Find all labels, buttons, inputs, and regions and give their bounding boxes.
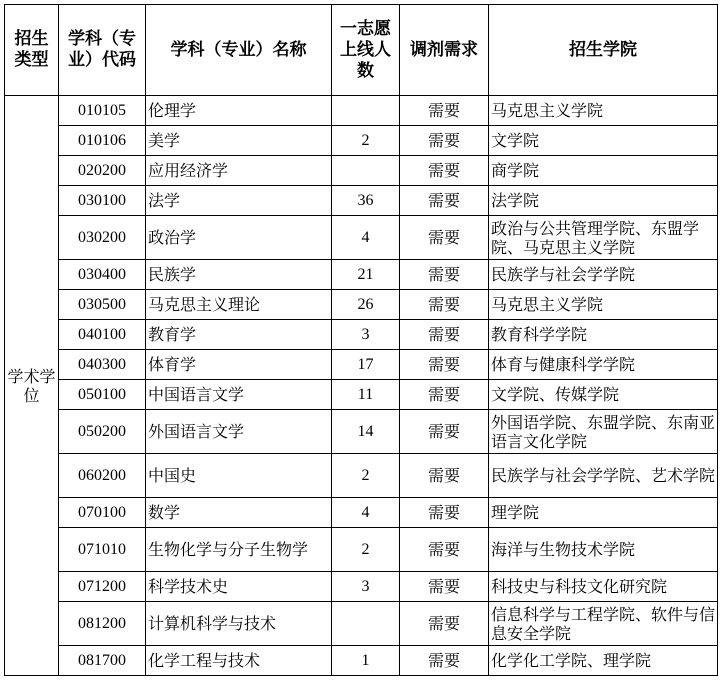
adjust-need: 需要 <box>400 216 489 260</box>
subject-name-cell <box>146 380 332 410</box>
school-name-cell <box>489 290 718 320</box>
subject-name: 应用经济学 <box>148 161 229 180</box>
subject-code: 070100 <box>59 498 146 528</box>
header-type: 招生类型 <box>5 5 59 96</box>
quota-count <box>332 602 400 646</box>
table-row <box>5 290 718 320</box>
subject-name-cell <box>146 350 332 380</box>
school-name-cell <box>489 380 718 410</box>
subject-name: 外国语言文学 <box>148 422 245 441</box>
quota-count: 1 <box>332 646 400 676</box>
table-row <box>5 454 718 498</box>
adjust-need: 需要 <box>400 602 489 646</box>
subject-name-cell <box>146 602 332 646</box>
adjust-need: 需要 <box>400 186 489 216</box>
school-name-cell <box>489 528 718 572</box>
school-name-cell <box>489 350 718 380</box>
adjust-need: 需要 <box>400 126 489 156</box>
school-name-cell <box>489 454 718 498</box>
school-name: 科技史与科技文化研究院 <box>491 577 668 596</box>
header-name: 学科（专业）名称 <box>146 5 332 96</box>
subject-name-cell <box>146 498 332 528</box>
adjust-need: 需要 <box>400 646 489 676</box>
quota-count: 14 <box>332 410 400 454</box>
school-name-cell <box>489 126 718 156</box>
subject-code: 071010 <box>59 528 146 572</box>
school-name-cell <box>489 156 718 186</box>
subject-name: 生物化学与分子生物学 <box>148 540 309 559</box>
subject-code: 071200 <box>59 572 146 602</box>
subject-name-cell <box>146 156 332 186</box>
subject-name: 美学 <box>148 131 181 150</box>
subject-name: 政治学 <box>148 228 197 247</box>
subject-name-cell <box>146 186 332 216</box>
quota-count: 4 <box>332 498 400 528</box>
school-name-cell <box>489 186 718 216</box>
school-name: 民族学与社会学学院、艺术学院 <box>491 466 716 485</box>
adjust-need: 需要 <box>400 454 489 498</box>
quota-count: 11 <box>332 380 400 410</box>
header-adjust: 调剂需求 <box>400 5 489 96</box>
subject-name-cell <box>146 646 332 676</box>
subject-code: 081200 <box>59 602 146 646</box>
quota-count: 36 <box>332 186 400 216</box>
subject-name: 马克思主义理论 <box>148 295 261 314</box>
table-body <box>5 96 718 676</box>
adjust-need: 需要 <box>400 320 489 350</box>
school-name: 马克思主义学院 <box>491 101 604 120</box>
school-name: 理学院 <box>491 503 540 522</box>
school-name: 教育科学学院 <box>491 325 588 344</box>
subject-name-cell <box>146 96 332 126</box>
subject-name-cell <box>146 260 332 290</box>
school-name: 信息科学与工程学院、软件与信息安全学院 <box>491 604 716 643</box>
subject-code: 040100 <box>59 320 146 350</box>
school-name: 海洋与生物技术学院 <box>491 540 636 559</box>
quota-count: 2 <box>332 454 400 498</box>
subject-code: 040300 <box>59 350 146 380</box>
subject-name-cell <box>146 410 332 454</box>
school-name-cell <box>489 216 718 260</box>
table-row <box>5 380 718 410</box>
school-name-cell <box>489 646 718 676</box>
table-row <box>5 498 718 528</box>
subject-code: 030400 <box>59 260 146 290</box>
school-name-cell <box>489 602 718 646</box>
school-name: 体育与健康科学学院 <box>491 355 636 374</box>
adjust-need: 需要 <box>400 572 489 602</box>
table-row <box>5 350 718 380</box>
subject-name-cell <box>146 454 332 498</box>
subject-name: 化学工程与技术 <box>148 651 261 670</box>
adjust-need: 需要 <box>400 290 489 320</box>
subject-code: 010105 <box>59 96 146 126</box>
quota-count: 26 <box>332 290 400 320</box>
subject-code: 010106 <box>59 126 146 156</box>
table-row <box>5 96 718 126</box>
subject-name: 法学 <box>148 191 181 210</box>
quota-count <box>332 156 400 186</box>
subject-name-cell <box>146 572 332 602</box>
subject-name: 伦理学 <box>148 101 197 120</box>
quota-count: 4 <box>332 216 400 260</box>
table-row <box>5 572 718 602</box>
subject-name-cell <box>146 528 332 572</box>
adjust-need: 需要 <box>400 156 489 186</box>
header-code: 学科（专业）代码 <box>59 5 146 96</box>
table-row <box>5 156 718 186</box>
subject-name-cell <box>146 290 332 320</box>
subject-name: 中国语言文学 <box>148 385 245 404</box>
quota-count: 3 <box>332 320 400 350</box>
school-name-cell <box>489 96 718 126</box>
school-name-cell <box>489 572 718 602</box>
adjust-need: 需要 <box>400 380 489 410</box>
table-row <box>5 320 718 350</box>
adjust-need: 需要 <box>400 260 489 290</box>
subject-name: 数学 <box>148 503 181 522</box>
header-quota: 一志愿上线人数 <box>332 5 400 96</box>
table-row <box>5 528 718 572</box>
school-name-cell <box>489 410 718 454</box>
adjust-need: 需要 <box>400 498 489 528</box>
adjust-need: 需要 <box>400 528 489 572</box>
school-name-cell <box>489 260 718 290</box>
adjust-need: 需要 <box>400 96 489 126</box>
adjust-need: 需要 <box>400 410 489 454</box>
header-row <box>5 5 718 96</box>
quota-count: 17 <box>332 350 400 380</box>
table-row <box>5 602 718 646</box>
subject-code: 020200 <box>59 156 146 186</box>
subject-name: 民族学 <box>148 265 197 284</box>
subject-code: 030100 <box>59 186 146 216</box>
table-row <box>5 216 718 260</box>
school-name: 民族学与社会学学院 <box>491 265 636 284</box>
school-name: 商学院 <box>491 161 540 180</box>
subject-name: 中国史 <box>148 466 197 485</box>
quota-count: 21 <box>332 260 400 290</box>
school-name: 政治与公共管理学院、东盟学院、马克思主义学院 <box>491 218 700 257</box>
quota-count: 2 <box>332 528 400 572</box>
subject-code: 050100 <box>59 380 146 410</box>
adjust-need: 需要 <box>400 350 489 380</box>
enrollment-table <box>4 4 718 676</box>
subject-code: 030500 <box>59 290 146 320</box>
subject-name: 计算机科学与技术 <box>148 614 277 633</box>
quota-count: 3 <box>332 572 400 602</box>
subject-code: 060200 <box>59 454 146 498</box>
school-name-cell <box>489 498 718 528</box>
subject-name: 体育学 <box>148 355 197 374</box>
school-name: 法学院 <box>491 191 540 210</box>
subject-code: 030200 <box>59 216 146 260</box>
school-name: 外国语学院、东盟学院、东南亚语言文化学院 <box>491 412 716 451</box>
subject-name-cell <box>146 126 332 156</box>
school-name: 化学化工学院、理学院 <box>491 651 652 670</box>
school-name: 文学院 <box>491 131 540 150</box>
school-name-cell <box>489 320 718 350</box>
subject-code: 081700 <box>59 646 146 676</box>
subject-name-cell <box>146 320 332 350</box>
subject-name: 科学技术史 <box>148 577 229 596</box>
quota-count <box>332 96 400 126</box>
subject-name-cell <box>146 216 332 260</box>
subject-name: 教育学 <box>148 325 197 344</box>
table-row <box>5 126 718 156</box>
school-name: 马克思主义学院 <box>491 295 604 314</box>
subject-code: 050200 <box>59 410 146 454</box>
table-row <box>5 186 718 216</box>
table-row <box>5 410 718 454</box>
table-row <box>5 646 718 676</box>
table-row <box>5 260 718 290</box>
school-name: 文学院、传媒学院 <box>491 385 620 404</box>
quota-count: 2 <box>332 126 400 156</box>
group-label: 学术学位 <box>5 96 59 676</box>
header-school: 招生学院 <box>489 5 718 96</box>
